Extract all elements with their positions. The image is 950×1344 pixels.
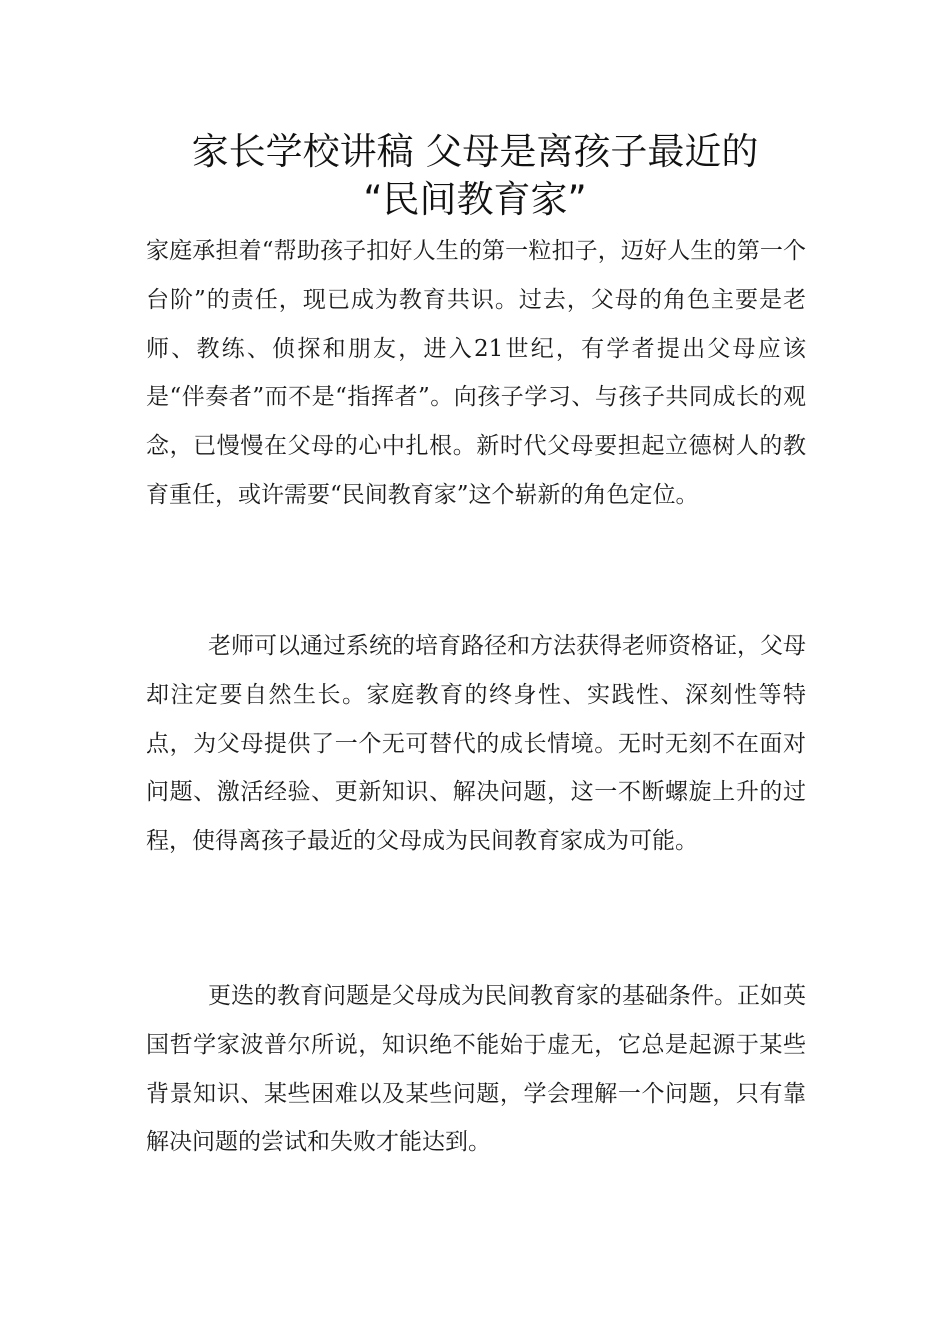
document-title-line-2: “民间教育家” — [363, 178, 587, 221]
paragraph-3: 更迭的教育问题是父母成为民间教育家的基础条件。正如英国哲学家波普尔所说，知识绝不能始于虚无，它总是起源于某些背景知识、某些困难以及某些问题，学会理解一个问题，只有靠解决问题的尝试和失败才能达到。 — [146, 983, 806, 1156]
paragraph-1: 家庭承担着“帮助孩子扣好人生的第一粒扣子，迈好人生的第一个台阶”的责任，现已成为教育共识。过去，父母的角色主要是老师、教练、侦探和朋友，进入21世纪，有学者提出父母应该是“伴奏者”而不是“指挥者”。向孩子学习、与孩子共同成长的观念，已慢慢在父母的心中扎根。新时代父母要担起立德树人的教育重任，或许需要“民间教育家”这个崭新的角色定位。 — [146, 238, 806, 508]
paragraph-2: 老师可以通过系统的培育路径和方法获得老师资格证，父母却注定要自然生长。家庭教育的终身性、实践性、深刻性等特点，为父母提供了一个无可替代的成长情境。无时无刻不在面对问题、激活经验、更新知识、解决问题，这一不断螺旋上升的过程，使得离孩子最近的父母成为民间教育家成为可能。 — [146, 633, 806, 855]
document-title-line-1: 家长学校讲稿 父母是离孩子最近的 — [191, 130, 759, 173]
